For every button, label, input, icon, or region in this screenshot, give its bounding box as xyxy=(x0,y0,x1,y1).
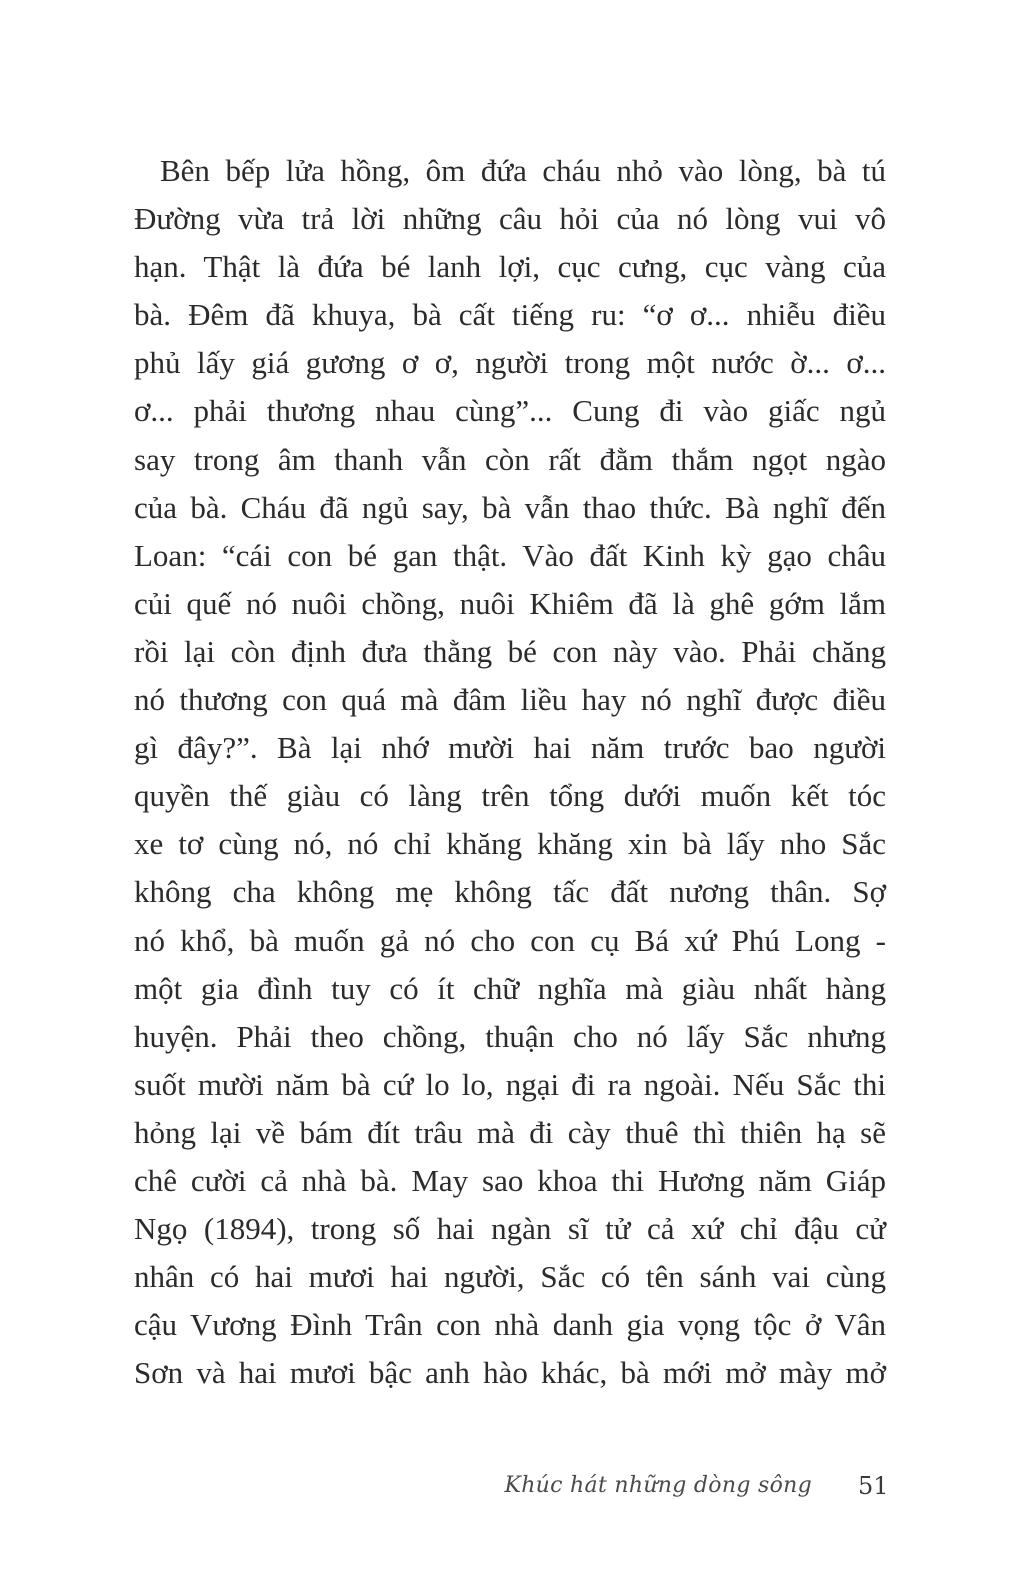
text-line: nó thương con quá mà đâm liều hay nó nghĩ được điều xyxy=(134,682,886,718)
text-line: suốt mười năm bà cứ lo lo, ngại đi ra ngoài. Nếu Sắc thi xyxy=(134,1066,886,1102)
text-line: nhân có hai mươi hai người, Sắc có tên sánh vai cùng xyxy=(134,1259,886,1295)
text-line: quyền thế giàu có làng trên tổng dưới muốn kết tóc xyxy=(134,778,886,814)
text-line: gì đây?”. Bà lại nhớ mười hai năm trước bao người xyxy=(134,730,886,766)
text-line: hỏng lại về bám đít trâu mà đi cày thuê thì thiên hạ sẽ xyxy=(134,1114,886,1150)
page-footer xyxy=(0,1466,1024,1506)
text-line: một gia đình tuy có ít chữ nghĩa mà giàu nhất hàng xyxy=(134,970,886,1006)
text-line: Sơn và hai mươi bậc anh hào khác, bà mới mở mày mở xyxy=(134,1355,886,1391)
text-line: xe tơ cùng nó, nó chỉ khăng khăng xin bà lấy nho Sắc xyxy=(134,826,886,862)
text-line: củi quế nó nuôi chồng, nuôi Khiêm đã là ghê gớm lắm xyxy=(134,585,886,621)
body-paragraph xyxy=(134,147,886,1397)
text-line: cậu Vương Đình Trân con nhà danh gia vọng tộc ở Vân xyxy=(134,1307,886,1343)
text-line: không cha không mẹ không tấc đất nương thân. Sợ xyxy=(134,874,886,910)
text-line: của bà. Cháu đã ngủ say, bà vẫn thao thức. Bà nghĩ đến xyxy=(134,489,886,525)
text-line: phủ lấy giá gương ơ ơ, người trong một nước ờ... ơ... xyxy=(134,345,886,381)
text-line: chê cười cả nhà bà. May sao khoa thi Hương năm Giáp xyxy=(134,1162,886,1198)
running-title: Khúc hát những dòng sông xyxy=(504,1473,812,1498)
page-number: 51 xyxy=(858,1472,889,1500)
text-line: rồi lại còn định đưa thằng bé con này vào. Phải chăng xyxy=(134,633,886,669)
text-line: say trong âm thanh vẫn còn rất đằm thắm ngọt ngào xyxy=(134,441,886,477)
text-line: ơ... phải thương nhau cùng”... Cung đi vào giấc ngủ xyxy=(134,393,886,429)
text-line: Loan: “cái con bé gan thật. Vào đất Kinh kỳ gạo châu xyxy=(134,537,886,573)
text-line: Đường vừa trả lời những câu hỏi của nó lòng vui vô xyxy=(134,201,886,237)
text-line: hạn. Thật là đứa bé lanh lợi, cục cưng, cục vàng của xyxy=(134,249,886,285)
text-line: Bên bếp lửa hồng, ôm đứa cháu nhỏ vào lòng, bà tú xyxy=(160,153,886,188)
text-line: huyện. Phải theo chồng, thuận cho nó lấy Sắc nhưng xyxy=(134,1018,886,1054)
text-line: bà. Đêm đã khuya, bà cất tiếng ru: “ơ ơ... nhiễu điều xyxy=(134,297,886,333)
text-line: nó khổ, bà muốn gả nó cho con cụ Bá xứ Phú Long - xyxy=(134,922,886,958)
text-line: Ngọ (1894), trong số hai ngàn sĩ tử cả xứ chỉ đậu cử xyxy=(134,1211,886,1247)
